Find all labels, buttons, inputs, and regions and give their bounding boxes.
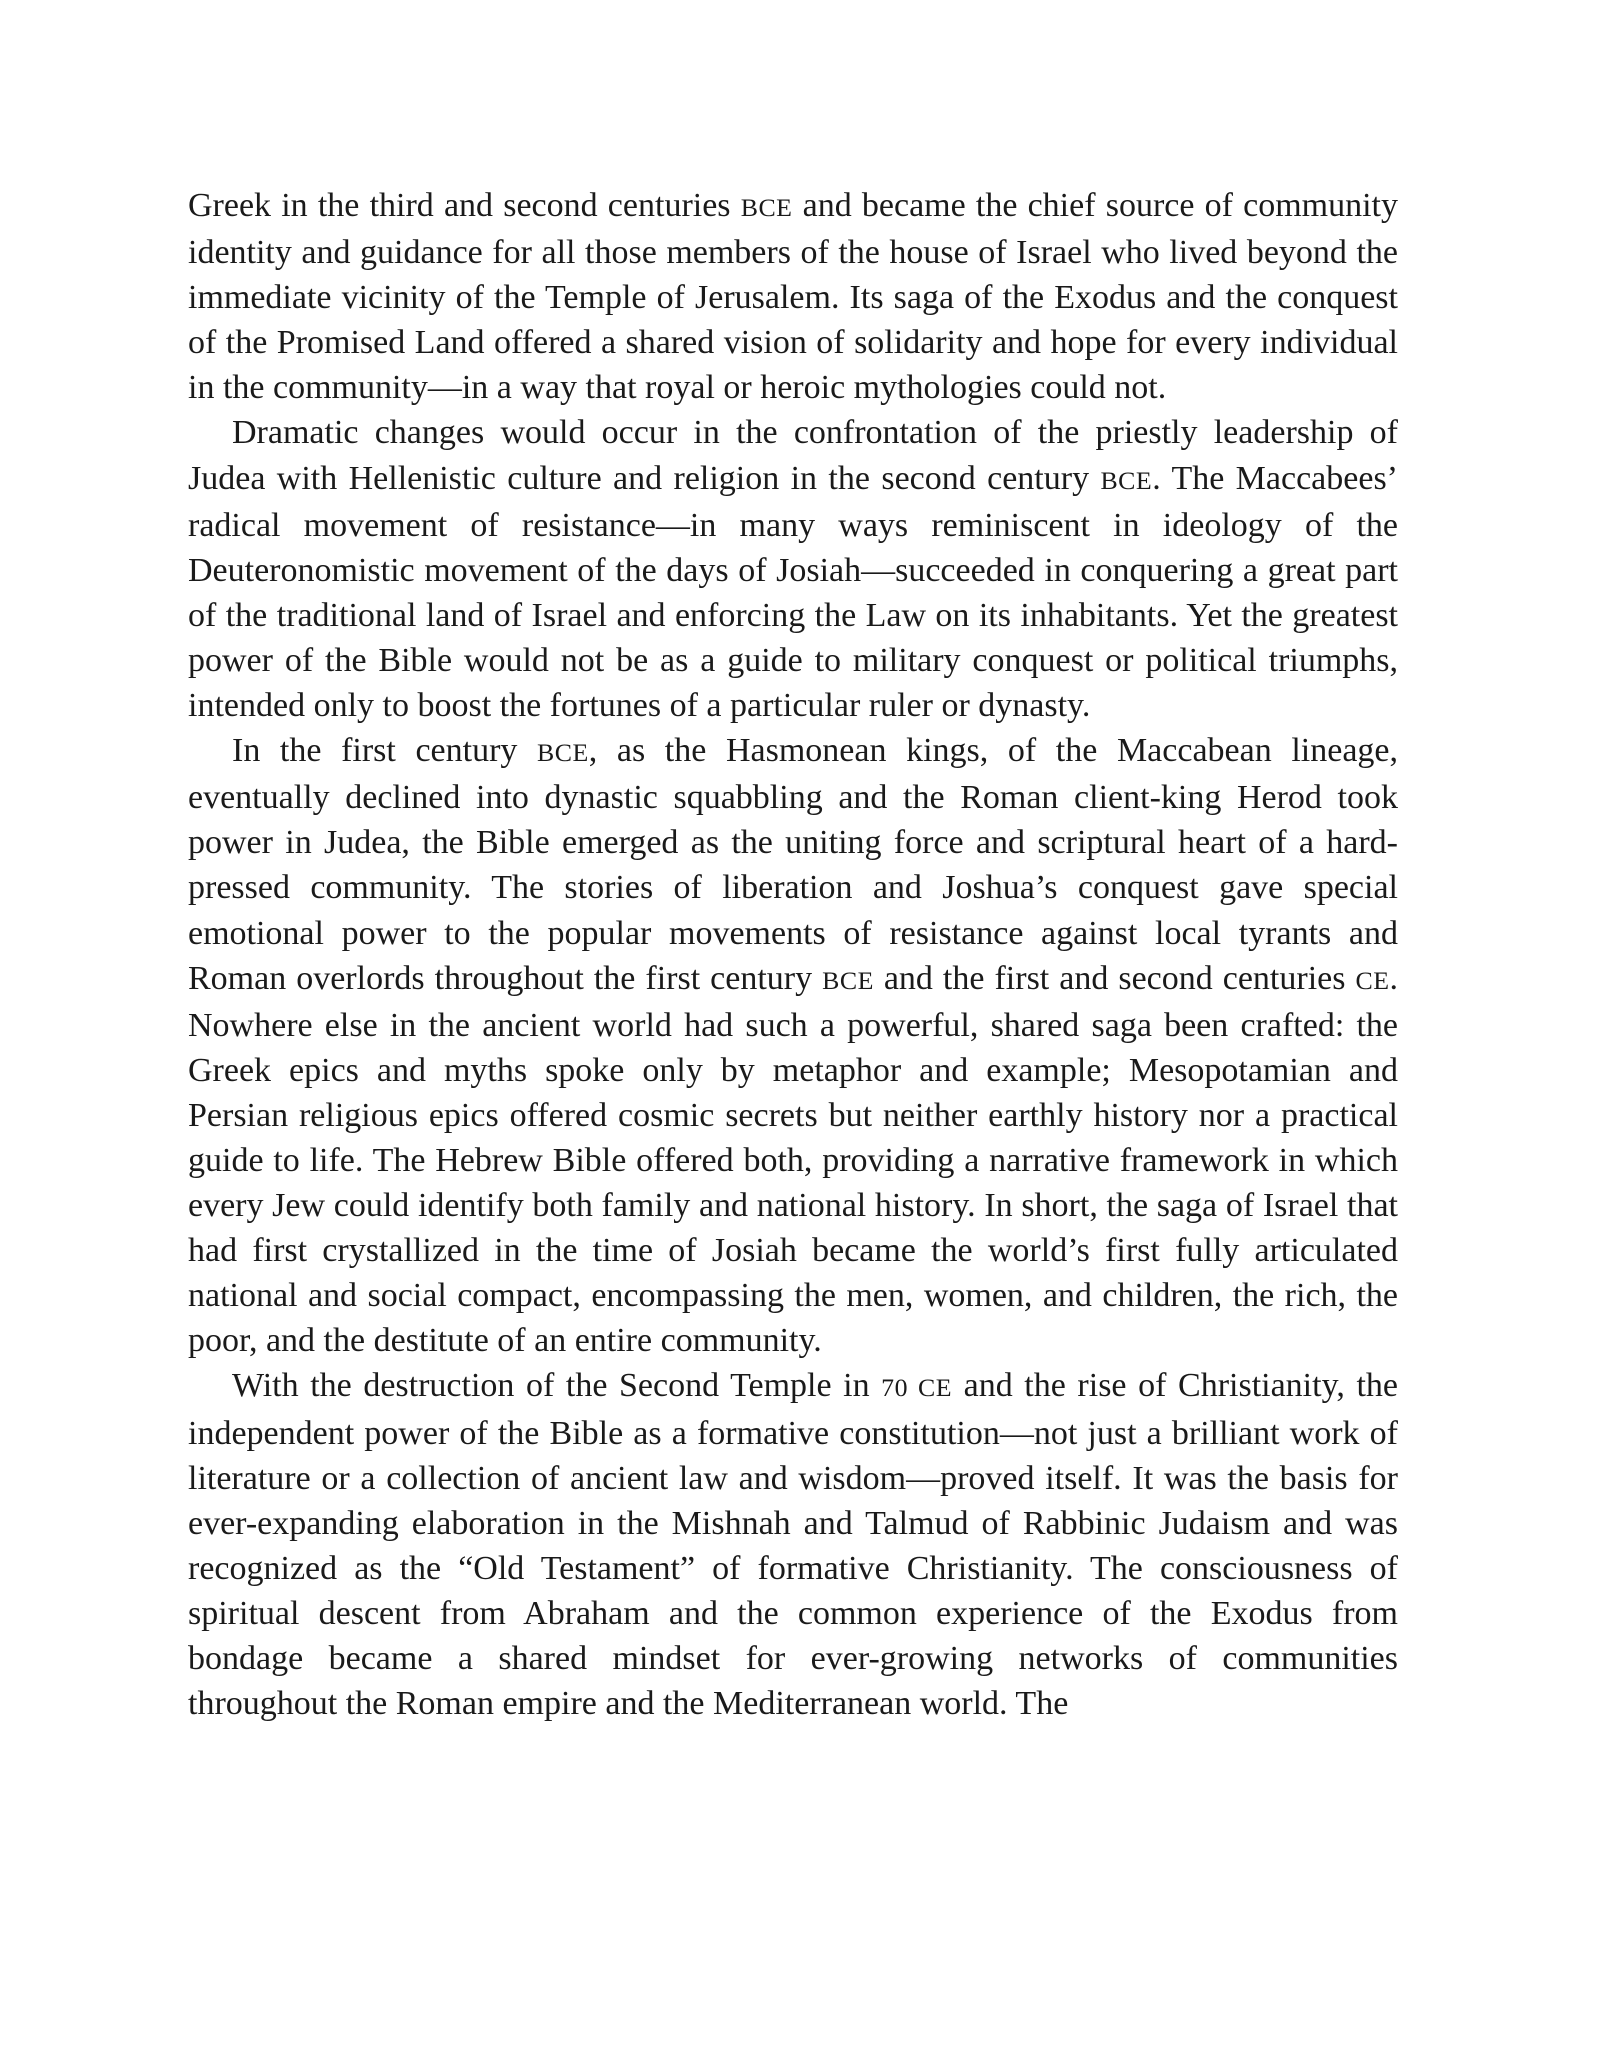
era-abbreviation: CE [1355, 965, 1390, 995]
text-run: . The Maccabees’ radical movement of resistance—in many ways reminiscent in ideology of the Deuteronomistic movement of the days of Josiah—succeeded in conquering a great part of the traditional land of Israel and enforcing the Law on its inhabitants. Yet the greatest power of the Bible would not be as a guide to military conquest or political triumphs, intended only to boost the fortunes of a particular ruler or dynasty. [188, 459, 1399, 725]
paragraph [188, 183, 1398, 410]
paragraph [188, 1363, 1398, 1726]
text-run: and the rise of Christianity, the independent power of the Bible as a formative constitution—not just a brilliant work of literature or a collection of ancient law and wisdom—proved itself. It was the basis for ever-expanding elaboration in the Mishnah and Talmud of Rabbinic Judaism and was recognized as the “Old Testament” of formative Christianity. The consciousness of spiritual descent from Abraham and the common experience of the Exodus from bondage became a shared mindset for ever-growing networks of communities throughout the Roman empire and the Mediterranean world. The [188, 1367, 1398, 1723]
text-run: Greek in the third and second centuries [188, 187, 741, 224]
text-run: With the destruction of the Second Temple in [232, 1367, 882, 1405]
era-abbreviation: 70 CE [881, 1373, 953, 1403]
era-abbreviation: BCE [822, 965, 874, 995]
text-run: , as the Hasmonean kings, of the Maccabean lineage, eventually declined into dynastic squabbling and the Roman client-king Herod took power in Judea, the Bible emerged as the uniting force and scriptural heart of a hard-pressed community. The stories of liberation and Joshua’s conquest gave special emotional power to the popular movements of resistance against local tyrants and Roman overlords throughout the first century [188, 732, 1399, 997]
era-abbreviation: BCE [537, 738, 589, 768]
paragraph [188, 728, 1398, 1363]
body-text [188, 183, 1398, 1726]
text-run: . Nowhere else in the ancient world had such a powerful, shared saga been crafted: the Greek epics and myths spoke only by metaphor and example; Mesopotamian and Persian religious epics offered cosmic secrets but neither earthly history nor a practical guide to life. The Hebrew Bible offered both, providing a narrative framework in which every Jew could identify both family and national history. In short, the saga of Israel that had first crystallized in the time of Josiah became the world’s first fully articulated national and social compact, encompassing the men, women, and children, the rich, the poor, and the destitute of an entire community. [188, 959, 1398, 1360]
text-run: and became the chief source of community identity and guidance for all those members of the house of Israel who lived beyond the immediate vicinity of the Temple of Jerusalem. Its saga of the Exodus and the conquest of the Promised Land offered a shared vision of solidarity and hope for every individual in the community—in a way that royal or heroic mythologies could not. [188, 187, 1399, 407]
text-run: In the first century [232, 732, 538, 770]
era-abbreviation: BCE [1100, 465, 1153, 495]
paragraph [188, 410, 1398, 728]
era-abbreviation: BCE [740, 193, 793, 222]
text-run: Dramatic changes would occur in the confrontation of the priestly leadership of Judea with Hellenistic culture and religion in the second century [188, 414, 1398, 497]
text-run: and the first and second centuries [873, 959, 1356, 997]
